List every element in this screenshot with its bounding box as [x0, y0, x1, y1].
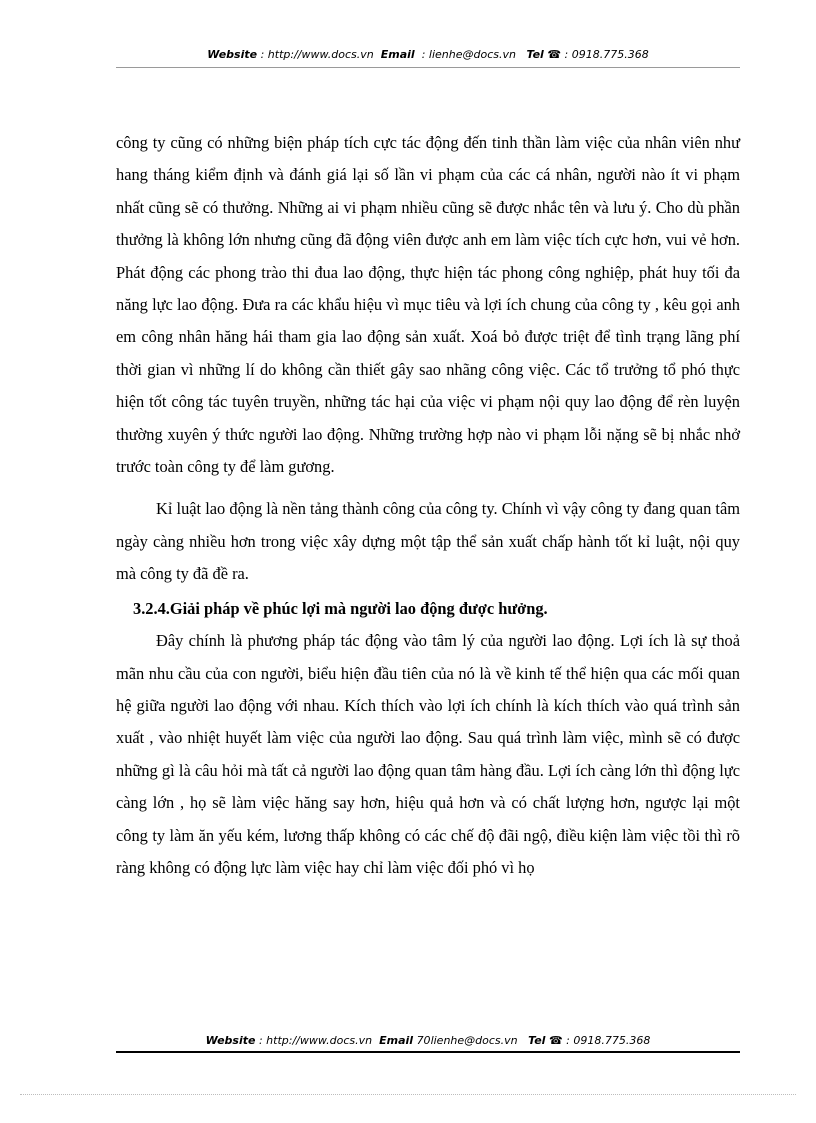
header-email-label: Email: [380, 48, 415, 61]
footer-website-url: : http://www.docs.vn: [258, 1034, 373, 1047]
footer-email-label: Email: [379, 1034, 414, 1047]
footer-email-value: lienhe@docs.vn: [430, 1034, 518, 1047]
section-heading: 3.2.4.Giải pháp về phúc lợi mà người lao động được hưởng.: [133, 598, 548, 618]
paragraph-3: Đây chính là phương pháp tác động vào tâm lý của người lao động. Lợi ích là sự thoả mãn nhu cầu của con người, biểu hiện đầu tiên của nó là về kinh tế thể hiện qua các mối quan hệ giữa người lao động với nhau. Kích thích vào lợi ích chính là kích thích vào quá trình sản xuất , vào nhiệt huyết làm việc của người lao động. Sau quá trình làm việc, mình sẽ có được những gì là câu hỏi mà tất cả người lao động quan tâm hàng đầu. Lợi ích càng lớn thì động lực càng lớn , họ sẽ làm việc hăng say hơn, hiệu quả hơn và có chất lượng hơn, ngược lại một công ty làm ăn yếu kém, lương thấp không có các chế độ đãi ngộ, điều kiện làm việc tồi thì rõ ràng không có động lực làm việc hay chỉ làm việc đối phó vì họ: [116, 631, 740, 877]
header-divider: [116, 67, 740, 68]
page-bottom-dotted-line: [20, 1094, 796, 1095]
footer-tel-value: : 0918.775.368: [566, 1034, 651, 1047]
document-body: [116, 127, 740, 884]
header-email-value: : lienhe@docs.vn: [421, 48, 516, 61]
footer-divider: [116, 1051, 740, 1053]
header-tel-label: Tel: [526, 48, 544, 61]
page-header: [116, 48, 740, 61]
page-number: 70: [416, 1034, 431, 1047]
header-website-url: : http://www.docs.vn: [260, 48, 374, 61]
footer-website-label: Website: [205, 1034, 256, 1047]
paragraph-1: công ty cũng có những biện pháp tích cực tác động đến tinh thần làm việc của nhân viên như hang tháng kiểm định và đánh giá lại số lần vi phạm của các cá nhân, người nào ít vi phạm nhất cũng sẽ có thưởng. Những ai vi phạm nhiều cũng sẽ được nhắc tên và lưu ý. Cho dù phần thưởng là không lớn nhưng cũng đã động viên được anh em làm việc tích cực hơn, vui vẻ hơn. Phát động các phong trào thi đua lao động, thực hiện tác phong công nghiệp, phát huy tối đa năng lực lao động. Đưa ra các khẩu hiệu vì mục tiêu và lợi ích chung của công ty , kêu gọi anh em công nhân hăng hái tham gia lao động sản xuất. Xoá bỏ được triệt để tình trạng lãng phí thời gian vì những lí do không cần thiết gây sao nhãng công việc. Các tổ trưởng tổ phó thực hiện tốt công tác tuyên truyền, những tác hại của việc vi phạm nội quy lao động để rèn luyện thường xuyên ý thức người lao động. Những trường hợp nào vi phạm lỗi nặng sẽ bị nhắc nhở trước toàn công ty để làm gương.: [116, 133, 740, 477]
header-tel-value: : 0918.775.368: [564, 48, 649, 61]
footer-tel-label: Tel: [528, 1034, 546, 1047]
footer-phone-icon: ☎: [548, 1034, 563, 1047]
paragraph-2: Kỉ luật lao động là nền tảng thành công của công ty. Chính vì vậy công ty đang quan tâm ngày càng nhiều hơn trong việc xây dựng một tập thể sản xuất chấp hành tốt kỉ luật, nội quy mà công ty đã đề ra.: [116, 499, 740, 584]
header-website-label: Website: [207, 48, 258, 61]
page-footer: [116, 1034, 740, 1047]
phone-icon: ☎: [547, 48, 562, 61]
